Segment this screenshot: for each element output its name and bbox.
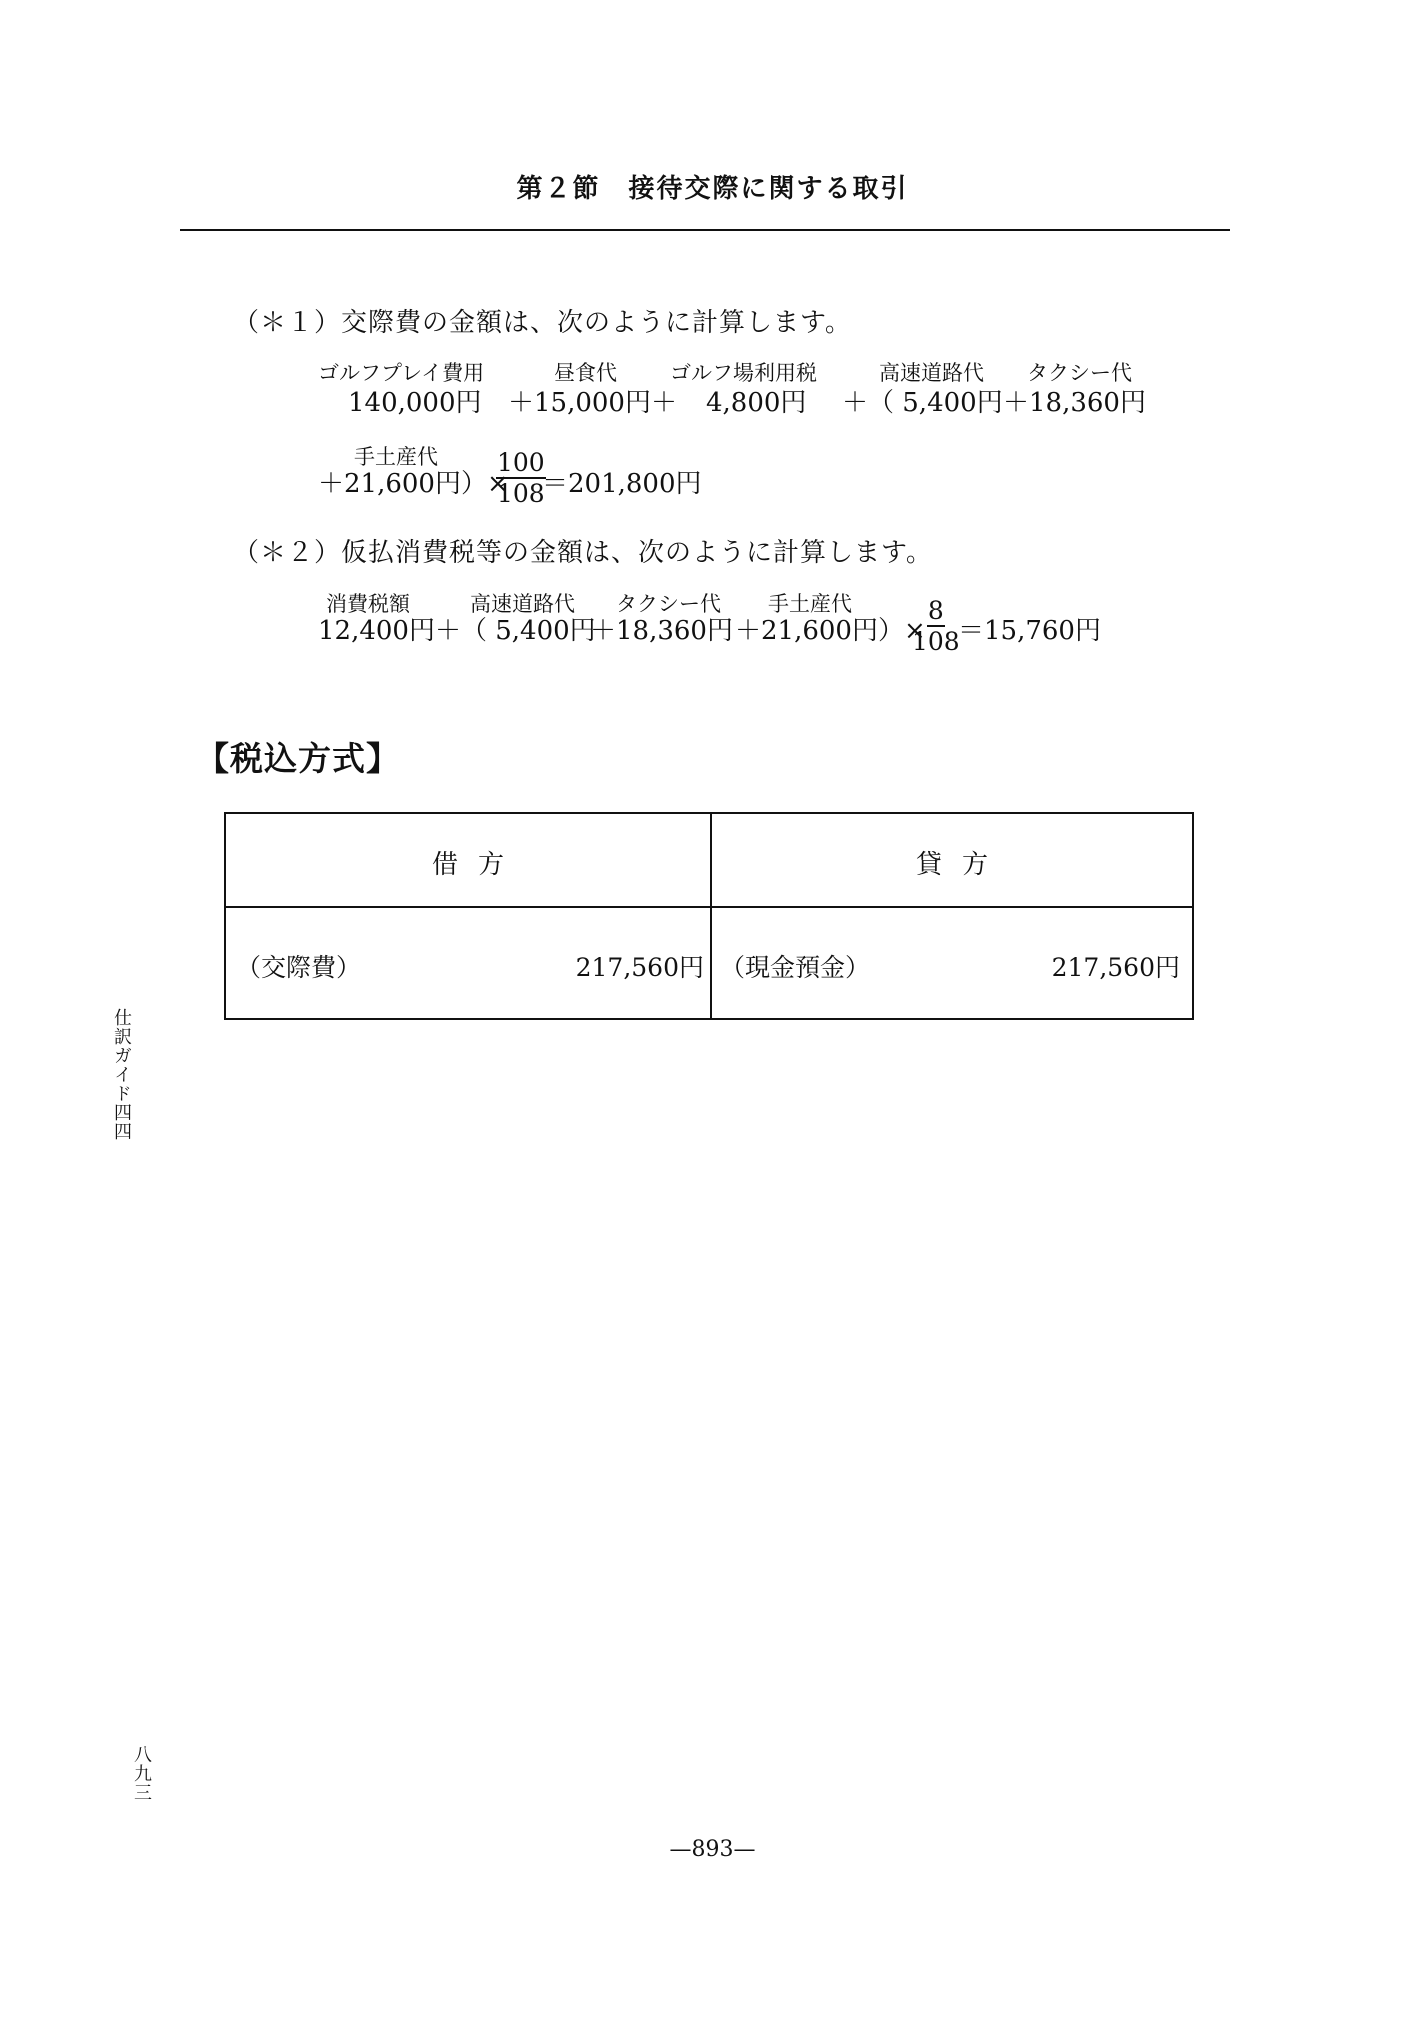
note1-result: ＝201,800円	[542, 469, 702, 499]
header-rule	[180, 229, 1230, 231]
term-souvenir-2: ＋21,600円）×	[735, 616, 926, 646]
term-souvenir: ＋21,600円）×	[318, 469, 509, 499]
header-divider	[226, 906, 1192, 908]
credit-amount: 217,560円	[1051, 953, 1180, 982]
note1-text: 交際費の金額は、次のように計算します。	[341, 308, 852, 338]
note2-fraction-denominator: 108	[912, 627, 960, 656]
label-souvenir: 手土産代	[354, 445, 438, 469]
page-title: 第２節 接待交際に関する取引	[516, 174, 909, 204]
note1-marker: （＊１）	[233, 308, 342, 338]
side-page-kanji: 八九三	[131, 1745, 152, 1802]
label-consumption-tax: 消費税額	[326, 592, 410, 616]
term-golf-course-tax: 4,800円	[706, 388, 807, 418]
note2-fraction-numerator: 8	[927, 596, 944, 625]
label-highway-fee: 高速道路代	[879, 361, 984, 385]
term-lunch: ＋15,000円＋	[508, 388, 677, 418]
side-guide-label: 仕訳ガイド四四	[111, 1008, 132, 1141]
debit-account: （交際費）	[236, 953, 362, 982]
note2-marker: （＊２）	[233, 538, 342, 568]
section-heading: 【税込方式】	[196, 739, 400, 778]
note1-fraction-denominator: 108	[497, 479, 545, 508]
page-number: —893—	[669, 1837, 756, 1862]
label-taxi-fee-2: タクシー代	[616, 592, 721, 616]
term-highway-fee: ＋（ 5,400円	[842, 388, 1003, 418]
label-highway-fee-2: 高速道路代	[470, 592, 575, 616]
credit-header: 貸方	[915, 850, 1008, 880]
note2-result: ＝15,760円	[958, 616, 1101, 646]
label-golf-course-tax: ゴルフ場利用税	[670, 361, 817, 385]
note1-fraction	[496, 448, 546, 508]
note1-fraction-numerator: 100	[497, 448, 545, 477]
note2-text: 仮払消費税等の金額は、次のように計算します。	[341, 538, 933, 568]
label-souvenir-2: 手土産代	[768, 592, 852, 616]
term-golf-play-fee: 140,000円	[348, 388, 482, 418]
label-golf-play-fee: ゴルフプレイ費用	[318, 361, 485, 385]
note2-fraction	[912, 596, 960, 656]
label-lunch: 昼食代	[554, 361, 617, 385]
label-taxi-fee: タクシー代	[1027, 361, 1132, 385]
debit-header: 借方	[431, 850, 524, 880]
credit-account: （現金預金）	[720, 953, 871, 982]
term-taxi-fee: ＋18,360円	[1003, 388, 1146, 418]
journal-entry-table	[224, 812, 1194, 1020]
term-taxi-fee-2: ＋18,360円	[590, 616, 733, 646]
term-tax-and-highway: 12,400円＋（ 5,400円	[318, 616, 596, 646]
debit-amount: 217,560円	[575, 953, 704, 982]
